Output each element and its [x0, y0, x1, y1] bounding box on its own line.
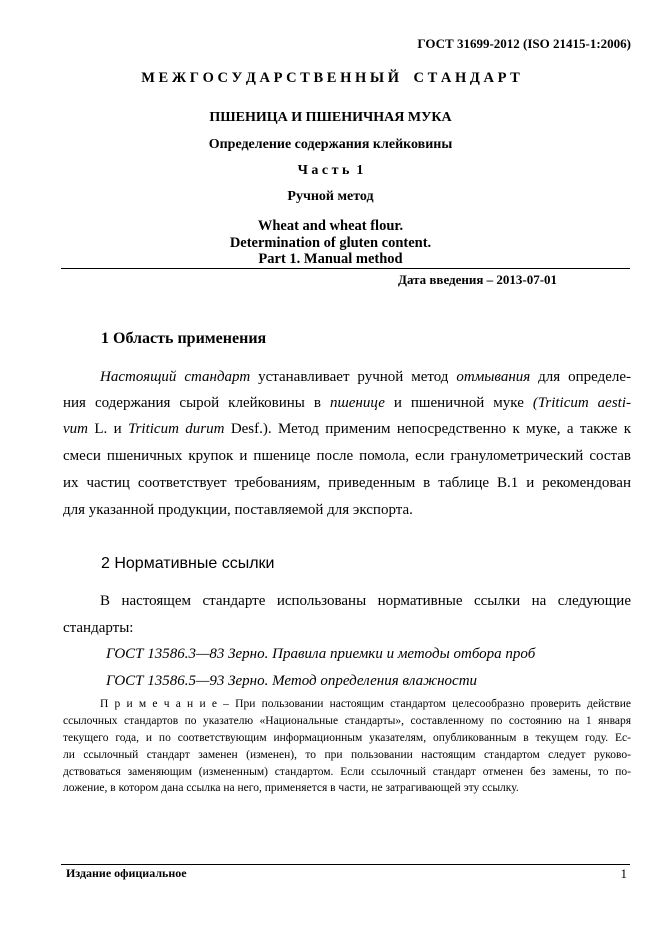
note-line2: [63, 715, 631, 727]
section1-paragraph-line6: [63, 502, 413, 519]
italic-term: отмывания: [456, 369, 531, 385]
section1-paragraph-line3: [63, 421, 631, 438]
section2-paragraph-line1: [100, 593, 631, 610]
italic-term: (Triticum aesti-: [532, 395, 631, 411]
section1-paragraph-line5: [63, 475, 631, 492]
page-number: 1: [620, 866, 627, 881]
text-run: В настоящем стандарте использованы нормативные ссылки на следующие: [100, 593, 631, 609]
text-run: ссылочных стандартов по указателю «Национальные стандарты», составленному по состоянию на 1 января: [63, 715, 631, 727]
section1-paragraph-line2: [63, 395, 631, 412]
note-line3: [63, 732, 631, 744]
section1-heading: 1 Область применения: [101, 330, 267, 347]
section2-paragraph-line2: [63, 620, 133, 637]
note-line5: [63, 766, 631, 778]
text-run: дствоваться заменяющим (измененным) стандартом. Если ссылочный стандарт отменен без замены, то по-: [63, 766, 631, 778]
reference-item-2: [106, 673, 477, 690]
standard-code: ГОСТ 31699-2012 (ISO 21415-1:2006): [417, 36, 631, 51]
edition-label: Издание официальное: [66, 866, 187, 880]
title-en-line3: Part 1. Manual method: [258, 251, 403, 267]
text-run: текущего года, и по соответствующим информационным указателям, опубликованным в текущем году. Ес-: [63, 732, 631, 744]
text-run: ли ссылочный стандарт заменен (изменен), то при пользовании настоящим стандартом следует руково-: [63, 749, 631, 761]
title-main: ПШЕНИЦА И ПШЕНИЧНАЯ МУКА: [209, 110, 452, 125]
reference-item-1: [106, 646, 535, 663]
section1-paragraph-line4: [63, 448, 631, 465]
title-divider: [61, 268, 630, 269]
text-run: ния содержания сырой клейковины в: [63, 395, 330, 411]
reference-text: ГОСТ 13586.5—93 Зерно. Метод определения влажности: [106, 673, 478, 689]
text-run: их частиц соответствует требованиям, приведенным в таблице B.1 и рекомендован: [63, 475, 631, 491]
text-run: смеси пшеничных крупок и пшенице после помола, если гранулометрический состав: [63, 448, 631, 464]
note-line6: [63, 782, 519, 794]
standard-category: М Е Ж Г О С У Д А Р С Т В Е Н Н Ы Й С Т А Н Д А Р Т: [141, 70, 520, 86]
footer-divider: [61, 864, 630, 865]
text-run: и пшеничной муке: [384, 395, 533, 411]
section1-paragraph-line1: [100, 369, 631, 386]
italic-term: vum: [63, 421, 88, 437]
text-run: L. и: [88, 421, 129, 437]
text-run: – При пользовании настоящим стандартом целесообразно проверить действие: [216, 698, 631, 710]
intro-date: Дата введения – 2013-07-01: [398, 272, 558, 287]
text-run: для определе-: [530, 369, 632, 385]
reference-text: ГОСТ 13586.3—83 Зерно. Правила приемки и методы отбора проб: [106, 646, 536, 662]
note-line1: [100, 698, 631, 710]
title-method: Ручной метод: [287, 189, 374, 204]
text-run: устанавливает ручной метод: [250, 369, 457, 385]
title-en-line2: Determination of gluten content.: [229, 235, 432, 251]
italic-term: Настоящий стандарт: [100, 369, 251, 385]
italic-term: Triticum durum: [128, 421, 225, 437]
note-line4: [63, 749, 631, 761]
title-en-line1: Wheat and wheat flour.: [257, 218, 404, 234]
title-sub: Определение содержания клейковины: [208, 137, 453, 152]
title-part: Ч а с т ь 1: [297, 163, 364, 178]
note-label: П р и м е ч а н и е: [100, 698, 217, 710]
section2-heading: 2 Нормативные ссылки: [101, 555, 275, 572]
text-run: для указанной продукции, поставляемой для экспорта.: [63, 502, 413, 518]
text-run: Desf.). Метод применим непосредственно к муке, а также к: [224, 421, 632, 437]
italic-term: пшенице: [329, 395, 385, 411]
text-run: ложение, в котором дана ссылка на него, применяется в части, не затрагивающей эту ссылку.: [63, 782, 519, 794]
text-run: стандарты:: [63, 620, 134, 636]
